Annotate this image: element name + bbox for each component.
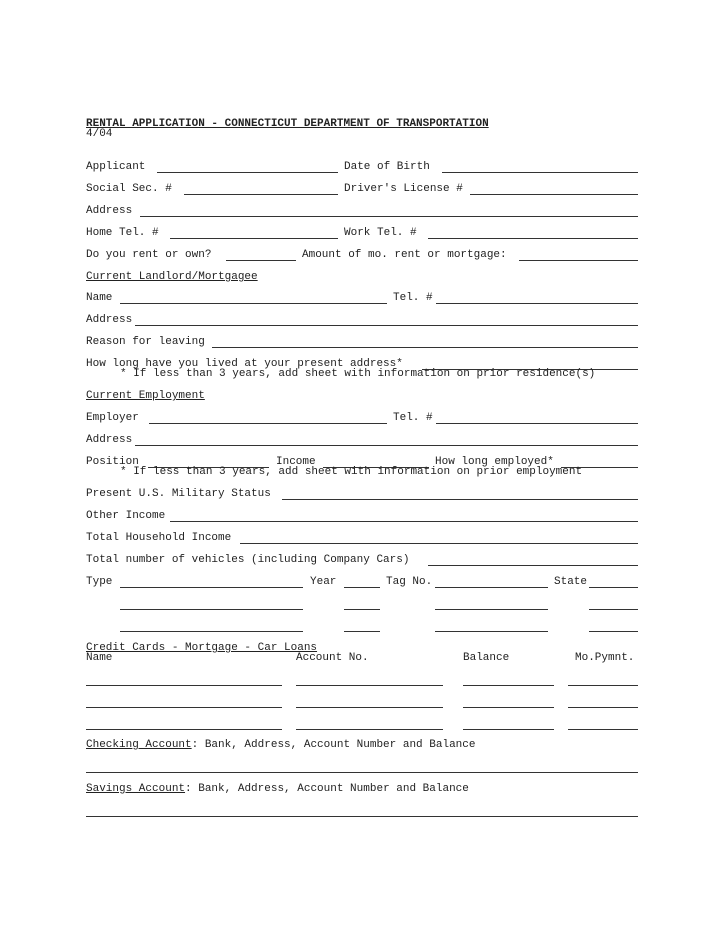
credit-account-field[interactable] [296,685,443,686]
ssn-label: Social Sec. # [86,183,172,195]
employment-duration-label: How long employed* [435,456,554,468]
credit-account-field[interactable] [296,729,443,730]
vehicle-type-field[interactable] [120,587,303,588]
checking-account-field[interactable] [86,772,638,773]
rent-own-field[interactable] [226,260,296,261]
vehicles-field[interactable] [428,565,638,566]
household-income-label: Total Household Income [86,532,232,544]
rent-amount-label: Amount of mo. rent or mortgage: [302,249,507,261]
rent-own-label: Do you rent or own? [86,249,212,261]
vehicle-tag-field[interactable] [435,631,548,632]
credit-payment-field[interactable] [568,707,638,708]
employment-heading: Current Employment [86,390,205,402]
checking-account-desc: : Bank, Address, Account Number and Balance [191,739,476,751]
savings-account-field[interactable] [86,816,638,817]
employment-note: * If less than 3 years, add sheet with information on prior employment [120,466,583,478]
work-tel-field[interactable] [428,238,638,239]
landlord-address-field[interactable] [135,325,638,326]
vehicle-year-field[interactable] [344,609,380,610]
other-income-label: Other Income [86,510,166,522]
vehicles-label: Total number of vehicles (including Company Cars) [86,554,410,566]
checking-account-line [86,739,475,751]
vehicle-tag-field[interactable] [435,587,548,588]
home-tel-label: Home Tel. # [86,227,159,239]
landlord-tel-label: Tel. # [393,292,433,304]
vehicle-year-label: Year [310,576,337,588]
vehicle-year-field[interactable] [344,631,380,632]
form-date-code: 4/04 [86,128,113,140]
employer-tel-field[interactable] [436,423,638,424]
household-income-field[interactable] [240,543,638,544]
credit-heading: Credit Cards - Mortgage - Car Loans [86,642,318,654]
employer-label: Employer [86,412,139,424]
vehicle-state-field[interactable] [589,587,638,588]
credit-col-name: Name [86,652,113,664]
employer-address-label: Address [86,434,133,446]
position-label: Position [86,456,139,468]
credit-payment-field[interactable] [568,729,638,730]
applicant-field[interactable] [157,172,338,173]
credit-col-payment: Mo.Pymnt. [575,652,635,664]
employer-tel-label: Tel. # [393,412,433,424]
credit-balance-field[interactable] [463,729,554,730]
credit-balance-field[interactable] [463,707,554,708]
military-status-field[interactable] [282,499,638,500]
landlord-heading: Current Landlord/Mortgagee [86,271,258,283]
vehicle-type-field[interactable] [120,609,303,610]
vehicle-state-label: State [554,576,588,588]
savings-account-line [86,783,469,795]
reason-leaving-label: Reason for leaving [86,336,205,348]
savings-account-desc: : Bank, Address, Account Number and Balance [185,783,469,795]
vehicle-type-label: Type [86,576,113,588]
military-status-label: Present U.S. Military Status [86,488,271,500]
landlord-name-label: Name [86,292,113,304]
vehicle-tag-label: Tag No. [386,576,433,588]
vehicle-type-field[interactable] [120,631,303,632]
credit-name-field[interactable] [86,707,282,708]
dob-label: Date of Birth [344,161,430,173]
rent-amount-field[interactable] [519,260,638,261]
other-income-field[interactable] [170,521,638,522]
applicant-address-field[interactable] [140,216,638,217]
employer-field[interactable] [149,423,387,424]
home-tel-field[interactable] [170,238,338,239]
vehicle-state-field[interactable] [589,631,638,632]
ssn-field[interactable] [184,194,338,195]
checking-account-label: Checking Account [86,739,192,751]
credit-name-field[interactable] [86,729,282,730]
vehicle-state-field[interactable] [589,609,638,610]
vehicle-tag-field[interactable] [435,609,548,610]
landlord-tel-field[interactable] [436,303,638,304]
license-field[interactable] [470,194,638,195]
credit-col-balance: Balance [463,652,510,664]
credit-name-field[interactable] [86,685,282,686]
credit-col-account: Account No. [296,652,369,664]
applicant-label: Applicant [86,161,146,173]
license-label: Driver's License # [344,183,463,195]
residence-note: * If less than 3 years, add sheet with information on prior residence(s) [120,368,596,380]
form-title: RENTAL APPLICATION - CONNECTICUT DEPARTMENT OF TRANSPORTATION [86,118,489,130]
income-label: Income [276,456,316,468]
credit-payment-field[interactable] [568,685,638,686]
landlord-name-field[interactable] [120,303,387,304]
employer-address-field[interactable] [135,445,638,446]
credit-balance-field[interactable] [463,685,554,686]
savings-account-label: Savings Account [86,783,186,795]
reason-leaving-field[interactable] [212,347,638,348]
landlord-address-label: Address [86,314,133,326]
credit-account-field[interactable] [296,707,443,708]
residence-duration-label: How long have you lived at your present address* [86,358,403,370]
dob-field[interactable] [442,172,638,173]
applicant-address-label: Address [86,205,133,217]
vehicle-year-field[interactable] [344,587,380,588]
work-tel-label: Work Tel. # [344,227,417,239]
